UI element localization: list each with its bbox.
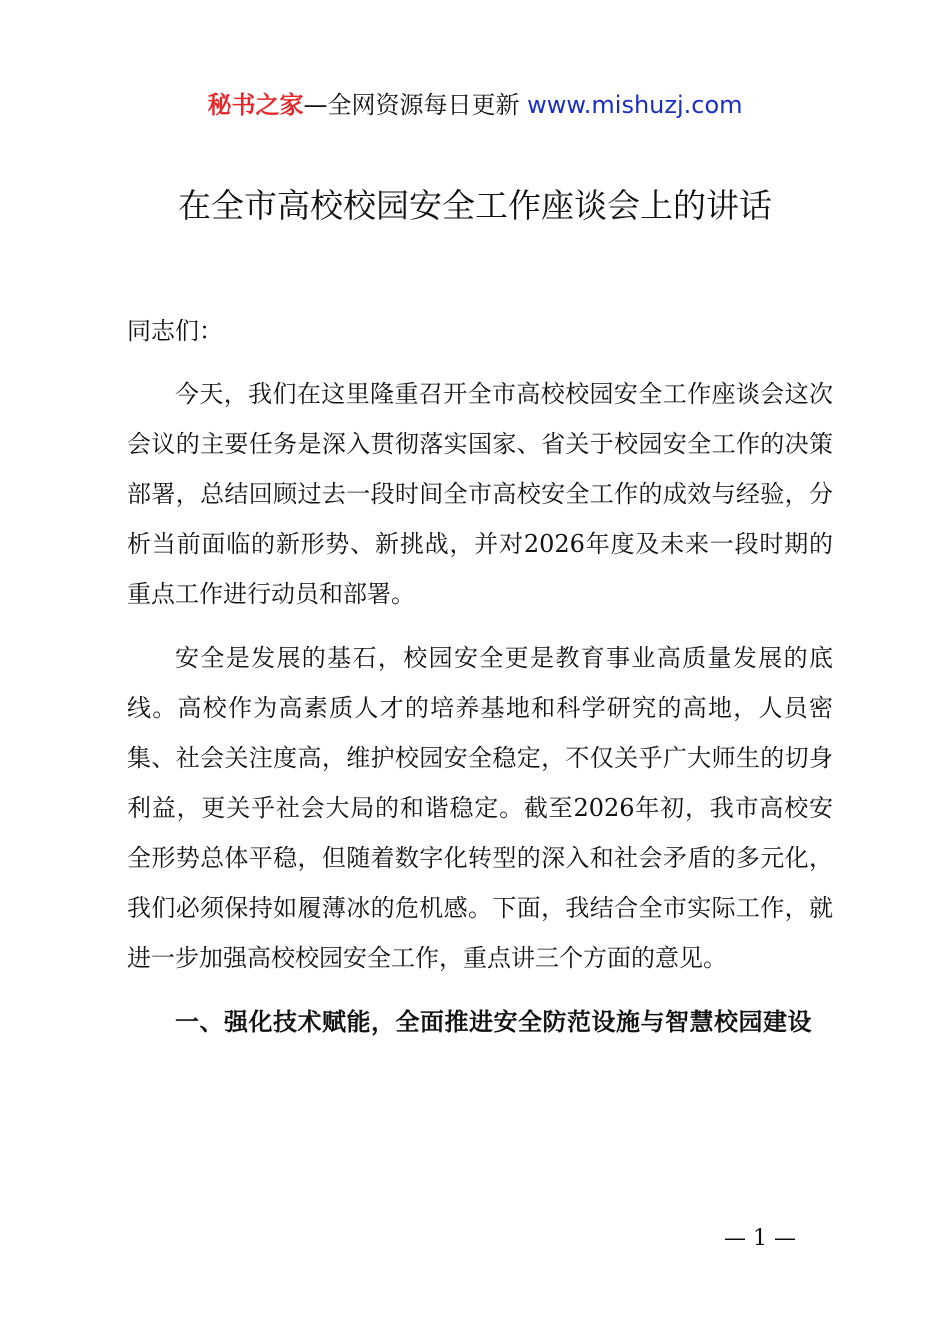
- brand-name: 秘书之家: [207, 91, 304, 119]
- site-url: www.mishuzj.com: [527, 91, 743, 119]
- site-banner: [0, 88, 950, 122]
- document-title: 在全市高校校园安全工作座谈会上的讲话: [178, 186, 772, 225]
- document-body: [127, 311, 833, 1047]
- banner-tagline: —全网资源每日更新: [303, 91, 528, 119]
- paragraph-context: 安全是发展的基石，校园安全更是教育事业高质量发展的底线。高校作为高素质人才的培养基地和科学研究的高地，人员密集、社会关注度高，维护校园安全稳定，不仅关乎广大师生的切身利益，更关乎社会大局的和谐稳定。截至2026年初，我市高校安全形势总体平稳，但随着数字化转型的深入和社会矛盾的多元化，我们必须保持如履薄冰的危机感。下面，我结合全市实际工作，就进一步加强高校校园安全工作，重点讲三个方面的意见。: [127, 644, 833, 972]
- page-number: — 1 —: [724, 1226, 796, 1251]
- paragraph-opening: 今天，我们在这里隆重召开全市高校校园安全工作座谈会这次会议的主要任务是深入贯彻落实国家、省关于校园安全工作的决策部署，总结回顾过去一段时间全市高校安全工作的成效与经验，分析当前面临的新形势、新挑战，并对2026年度及未来一段时期的重点工作进行动员和部署。: [127, 380, 833, 608]
- section-heading-1: 一、强化技术赋能，全面推进安全防范设施与智慧校园建设: [175, 1007, 812, 1036]
- greeting: 同志们：: [127, 317, 223, 345]
